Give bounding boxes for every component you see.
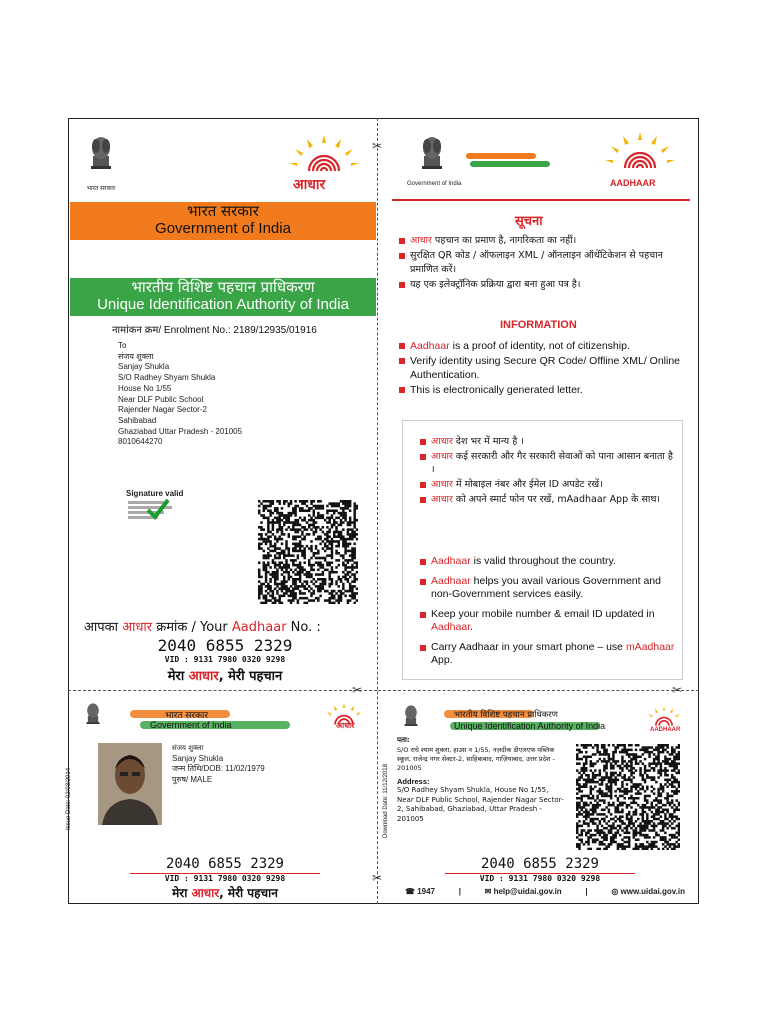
aadhaar-logo-text: आधार	[293, 177, 326, 193]
check-icon	[146, 497, 170, 521]
item-text: सुरक्षित QR कोड / ऑफलाइन XML / ऑनलाइन ऑथेंटिकेशन से पहचान प्रमाणित करें।	[410, 249, 663, 275]
card-logo-text: AADHAAR	[650, 727, 681, 733]
slogan-text: मेरा	[167, 669, 189, 684]
aadhaar-highlight: Aadhaar	[410, 340, 450, 352]
holder-photo	[98, 743, 162, 825]
notice-title: सूचना	[515, 214, 543, 229]
card-logo-text: आधार	[336, 721, 355, 730]
list-item	[399, 278, 689, 293]
card-slogan	[80, 884, 370, 901]
list-item	[399, 354, 691, 382]
bullet-icon	[420, 454, 426, 460]
govt-band-english: Government of India	[155, 220, 291, 237]
item-text: पहचान का प्रमाण है, नागरिकता का नहीं।	[431, 235, 577, 246]
phone-icon: ☎	[405, 887, 418, 896]
list-item	[420, 575, 680, 602]
card-aadhaar-number: 2040 6855 2329	[165, 856, 284, 872]
address-line: Sanjay Shukla	[118, 362, 170, 372]
item-text: is valid throughout the country.	[470, 555, 616, 567]
phone-number: 1947	[417, 887, 435, 896]
bullet-icon	[399, 358, 405, 364]
notice-hindi-list	[399, 234, 689, 292]
aadhaar-logo-icon	[644, 706, 684, 728]
list-item	[420, 555, 680, 569]
vertical-cut-line	[377, 118, 378, 904]
aadhaar-number: 2040 6855 2329	[157, 636, 293, 655]
phone-contact	[405, 887, 435, 896]
scissors-icon: ✂	[672, 683, 683, 697]
list-item	[420, 450, 675, 476]
bullet-icon	[420, 579, 426, 585]
govt-small-label: Government of India	[407, 181, 462, 187]
horizontal-cut-line-right	[378, 690, 699, 691]
benefits-hindi-list	[420, 435, 675, 508]
list-item	[399, 234, 689, 249]
card-uidai-hindi: भारतीय विशिष्ट पहचान प्राधिकरण	[454, 710, 558, 720]
item-text: को अपने स्मार्ट फोन पर रखें, mAadhaar App के साथ।	[452, 494, 661, 505]
footer-divider: |	[458, 887, 461, 896]
address-line: Rajender Nagar Sector-2	[118, 405, 207, 415]
website: www.uidai.gov.in	[620, 887, 685, 896]
address-line: Ghaziabad Uttar Pradesh - 201005	[118, 426, 243, 436]
card-uidai-english: Unique Identification Authority of India	[454, 721, 606, 731]
national-emblem-icon	[418, 136, 446, 174]
aadhaar-highlight: आधार	[431, 479, 453, 490]
list-item	[420, 493, 675, 506]
item-text: Verify identity using Secure QR Code/ Offline XML/ Online Authentication.	[410, 355, 681, 381]
scissors-icon: ✂	[372, 139, 383, 153]
item-text: Keep your mobile number & email ID updated in	[431, 607, 655, 620]
card-govt-english: Government of India	[150, 720, 232, 730]
enrolment-number: नामांकन क्रम/ Enrolment No.: 2189/12935/01916	[112, 325, 317, 336]
address-hindi-label: पता:	[397, 736, 410, 744]
item-text: कई सरकारी और गैर सरकारी सेवाओं को पाना आसान बनाता है ।	[431, 451, 673, 475]
card-vid: VID : 9131 7980 0320 9298	[164, 874, 286, 883]
recipient-address	[118, 341, 318, 448]
aadhaar-highlight: आधार	[410, 235, 432, 246]
card-govt-hindi: भारत सरकार	[165, 711, 209, 721]
person-silhouette-icon	[98, 743, 162, 825]
your-no-aadhaar-en: Aadhaar	[231, 620, 287, 635]
govt-small-label: भारत सरकार	[86, 186, 116, 192]
your-no-text: आपका	[84, 620, 123, 635]
card-address	[397, 736, 567, 824]
address-line: To	[118, 341, 127, 350]
bullet-icon	[420, 645, 426, 651]
item-text: में मोबाइल नंबर और ईमेल ID अपडेट रखें।	[452, 479, 603, 490]
bullet-icon	[420, 559, 426, 565]
qr-code	[258, 500, 358, 604]
name-hindi: संजय शुक्ला	[172, 744, 204, 752]
item-text: Carry Aadhaar in your smart phone – use	[431, 640, 626, 653]
address-line: संजय शुक्ला	[118, 351, 154, 361]
item-text: is a proof of identity, not of citizenship.	[449, 340, 630, 352]
issue-date: Issue Date: 02/03/2014	[66, 767, 72, 830]
globe-icon: ◎	[611, 887, 621, 896]
slogan-text: , मेरी पहचान	[219, 886, 278, 900]
signature-valid-label: Signature valid	[126, 489, 184, 498]
web-contact	[611, 887, 685, 896]
email-contact	[485, 887, 562, 896]
benefits-english-list	[420, 555, 680, 674]
item-text: This is electronically generated letter.	[410, 384, 583, 396]
tricolor-stripe	[470, 161, 550, 167]
aadhaar-highlight: आधार	[431, 451, 453, 462]
slogan-text: , मेरी पहचान	[218, 669, 283, 684]
your-no-aadhaar-hi: आधार	[122, 620, 153, 635]
qr-pattern-icon	[576, 744, 680, 850]
slogan-aadhaar: आधार	[191, 886, 220, 900]
item-text: helps you avail various Government and non-Government services easily.	[431, 574, 661, 600]
slogan	[80, 666, 370, 684]
aadhaar-logo-icon	[603, 132, 677, 178]
card-qr-code	[576, 744, 680, 850]
scissors-icon: ✂	[372, 871, 383, 885]
header-divider	[392, 199, 690, 201]
bullet-icon	[420, 497, 426, 503]
address-hindi: S/O राधे श्याम शुक्ला, हाउस न 1/55, नज़दीक डीएलएफ पब्लिक स्कूल, राजेन्द्र नगर सेक्टर-2, साहिबाबाद, गाज़ियाबाद, उत्तर प्रदेश - 201005	[397, 745, 555, 772]
list-item	[420, 641, 680, 668]
bullet-icon	[399, 238, 405, 244]
name-english: Sanjay Shukla	[172, 753, 224, 763]
aadhaar-highlight: आधार	[431, 436, 453, 447]
bullet-icon	[420, 612, 426, 618]
address-line: Near DLF Public School	[118, 394, 204, 404]
mail-icon: ✉	[484, 887, 494, 896]
item-text: देश भर में मान्य है ।	[452, 436, 524, 447]
aadhaar-highlight: mAadhaar	[625, 640, 675, 653]
national-emblem-icon	[402, 704, 420, 730]
your-aadhaar-no-label	[84, 617, 321, 635]
scissors-icon: ✂	[352, 683, 363, 697]
uidai-band-english: Unique Identification Authority of India	[97, 296, 349, 313]
date-of-birth: जन्म तिथि/DOB: 11/02/1979	[172, 764, 265, 773]
list-item	[399, 383, 691, 397]
national-emblem-icon	[84, 702, 102, 728]
bullet-icon	[399, 253, 405, 259]
horizontal-cut-line-left	[68, 690, 377, 691]
list-item	[399, 339, 691, 353]
card-back-vid: VID : 9131 7980 0320 9298	[479, 874, 601, 883]
address-line: House No 1/55	[118, 383, 172, 393]
govt-band	[70, 202, 376, 240]
your-no-text: क्रमांक / Your	[152, 620, 232, 635]
list-item	[399, 249, 689, 278]
slogan-aadhaar: आधार	[188, 669, 219, 684]
aadhaar-highlight: Aadhaar	[431, 621, 471, 633]
aadhaar-logo-text: AADHAAR	[610, 178, 656, 188]
download-date: Download Date: 11/12/2018	[383, 764, 389, 838]
uidai-band-hindi: भारतीय विशिष्ट पहचान प्राधिकरण	[131, 278, 315, 296]
bullet-icon	[399, 387, 405, 393]
information-title: INFORMATION	[500, 319, 577, 331]
slogan-text: मेरा	[172, 886, 192, 900]
address-line: 8010644270	[118, 437, 163, 447]
address-english-label: Address:	[397, 776, 430, 786]
list-item	[420, 478, 675, 491]
bullet-icon	[420, 439, 426, 445]
bullet-icon	[420, 482, 426, 488]
item-text: App.	[431, 654, 453, 666]
list-item	[420, 435, 675, 448]
bullet-icon	[399, 282, 405, 288]
contact-footer	[405, 887, 685, 896]
aadhaar-highlight: आधार	[431, 494, 453, 505]
item-text: .	[470, 621, 474, 633]
gender: पुरुष/ MALE	[172, 774, 213, 784]
email-address: help@uidai.gov.in	[493, 887, 562, 896]
information-list	[399, 339, 691, 398]
national-emblem-icon	[87, 136, 115, 174]
aadhaar-highlight: Aadhaar	[431, 555, 471, 567]
your-no-text: No. :	[286, 620, 321, 635]
card-back-aadhaar-number: 2040 6855 2329	[480, 856, 599, 872]
vid-number: VID : 9131 7980 0320 9298	[164, 655, 286, 664]
bullet-icon	[399, 343, 405, 349]
tricolor-stripe	[466, 153, 536, 159]
address-english: S/O Radhey Shyam Shukla, House No 1/55, Near DLF Public School, Rajender Nagar Sector-2, Sahibabad, Ghaziabad, Uttar Pradesh - 201005	[397, 786, 564, 823]
aadhaar-highlight: Aadhaar	[431, 574, 471, 587]
uidai-band	[70, 278, 376, 316]
govt-band-hindi: भारत सरकार	[187, 202, 259, 220]
address-line: Sahibabad	[118, 415, 157, 425]
item-text: यह एक इलेक्ट्रॉनिक प्रक्रिया द्वारा बना हुआ पत्र है।	[410, 278, 581, 290]
list-item	[420, 608, 680, 635]
qr-pattern-icon	[258, 500, 358, 604]
address-line: S/O Radhey Shyam Shukla	[118, 373, 216, 383]
footer-divider: |	[585, 887, 588, 896]
card-details	[172, 743, 265, 785]
